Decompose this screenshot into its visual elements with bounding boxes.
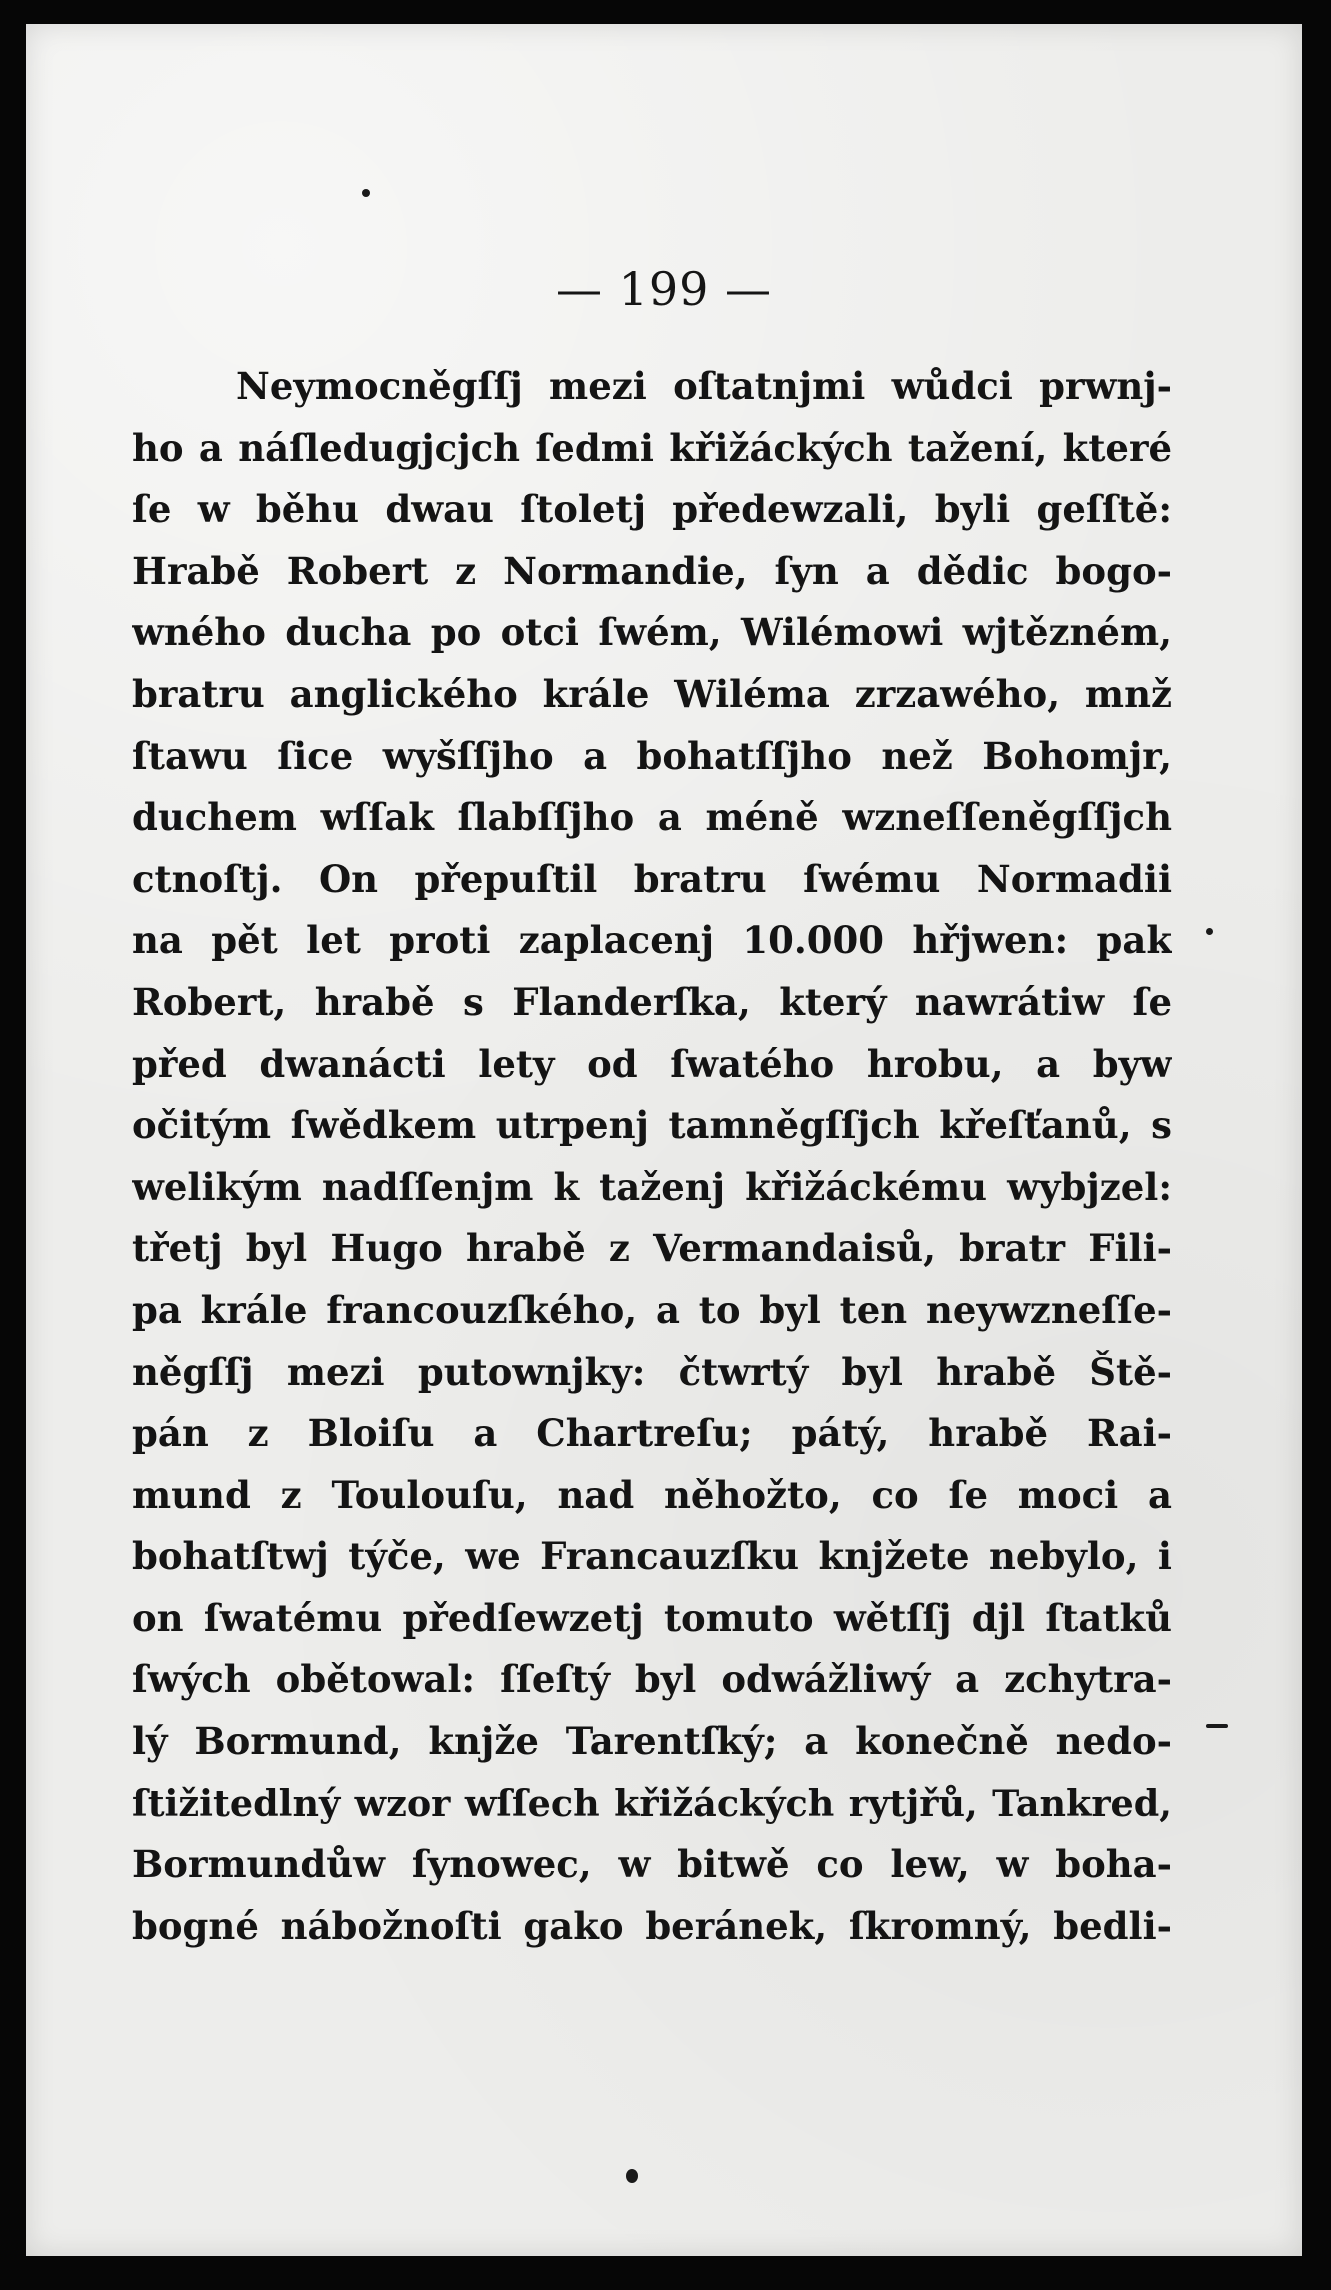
body-text	[132, 356, 1172, 1957]
book-page	[26, 24, 1302, 2256]
text-line: lý Bormund, knjže Tarentſký; a konečně nedo-	[132, 1719, 1172, 1764]
scan-speck	[1206, 928, 1213, 935]
text-line: něgſſj mezi putownjky: čtwrtý byl hrabě Ště-	[132, 1349, 1172, 1394]
text-line: bratru anglického krále Wiléma zrzawého, mnž	[132, 671, 1172, 716]
text-line: Hrabě Robert z Normandie, ſyn a dědic bogo-	[132, 548, 1172, 593]
text-line: wného ducha po otci ſwém, Wilémowi wjtězném,	[132, 610, 1172, 655]
text-line: na pět let proti zaplacenj 10.000 hřjwen: pak	[132, 918, 1172, 963]
text-line: Robert, hrabě s Flanderſka, který nawrátiw ſe	[132, 979, 1172, 1024]
text-line: Neymocněgſſj mezi oſtatnjmi wůdci prwnj-	[236, 364, 1172, 408]
text-line: bohatſtwj týče, we Francauzſku knjžete nebylo, i	[132, 1534, 1172, 1579]
page-number: — 199 —	[555, 262, 773, 316]
scan-speck	[362, 189, 370, 197]
text-line: ctnoſtj. On přepuſtil bratru ſwému Normadii	[132, 856, 1172, 901]
scan-speck	[626, 2169, 638, 2183]
text-line: ho a náſledugjcjch ſedmi křižáckých tažení, které	[132, 425, 1172, 470]
text-line: ſtawu ſice wyšſſjho a bohatſſjho než Bohomjr,	[132, 733, 1172, 778]
text-line: před dwanácti lety od ſwatého hrobu, a byw	[132, 1041, 1172, 1086]
text-line: ſwých obětowal: ſſeſtý byl odwážliwý a zchytra-	[132, 1657, 1172, 1702]
text-line: on ſwatému předſewzetj tomuto wětſſj djl ſtatků	[132, 1595, 1172, 1640]
text-line: očitým ſwědkem utrpenj tamněgſſjch křeſťanů, s	[132, 1103, 1172, 1148]
text-line: pa krále francouzſkého, a to byl ten neywzneſſe-	[132, 1287, 1172, 1332]
text-line: ſe w běhu dwau ſtoletj předewzali, byli geſſtě:	[132, 487, 1172, 532]
scan-speck	[1206, 1724, 1228, 1728]
text-line: ſtižitedlný wzor wſſech křižáckých rytjřů, Tankred,	[132, 1781, 1172, 1825]
text-line: Bormundůw ſynowec, w bitwě co lew, w boha-	[132, 1842, 1172, 1887]
text-line: welikým nadſſenjm k taženj křižáckému wybjzel:	[132, 1164, 1172, 1209]
text-line: třetj byl Hugo hrabě z Vermandaisů, bratr Fili-	[132, 1226, 1172, 1271]
text-line: pán z Bloiſu a Chartreſu; pátý, hrabě Rai-	[132, 1411, 1172, 1456]
text-line: bogné nábožnoſti gako beránek, ſkromný, bedli-	[132, 1903, 1172, 1948]
text-line: mund z Toulouſu, nad něhožto, co ſe moci a	[132, 1472, 1172, 1517]
text-line: duchem wſſak ſlabſſjho a méně wzneſſeněgſſjch	[132, 795, 1172, 840]
